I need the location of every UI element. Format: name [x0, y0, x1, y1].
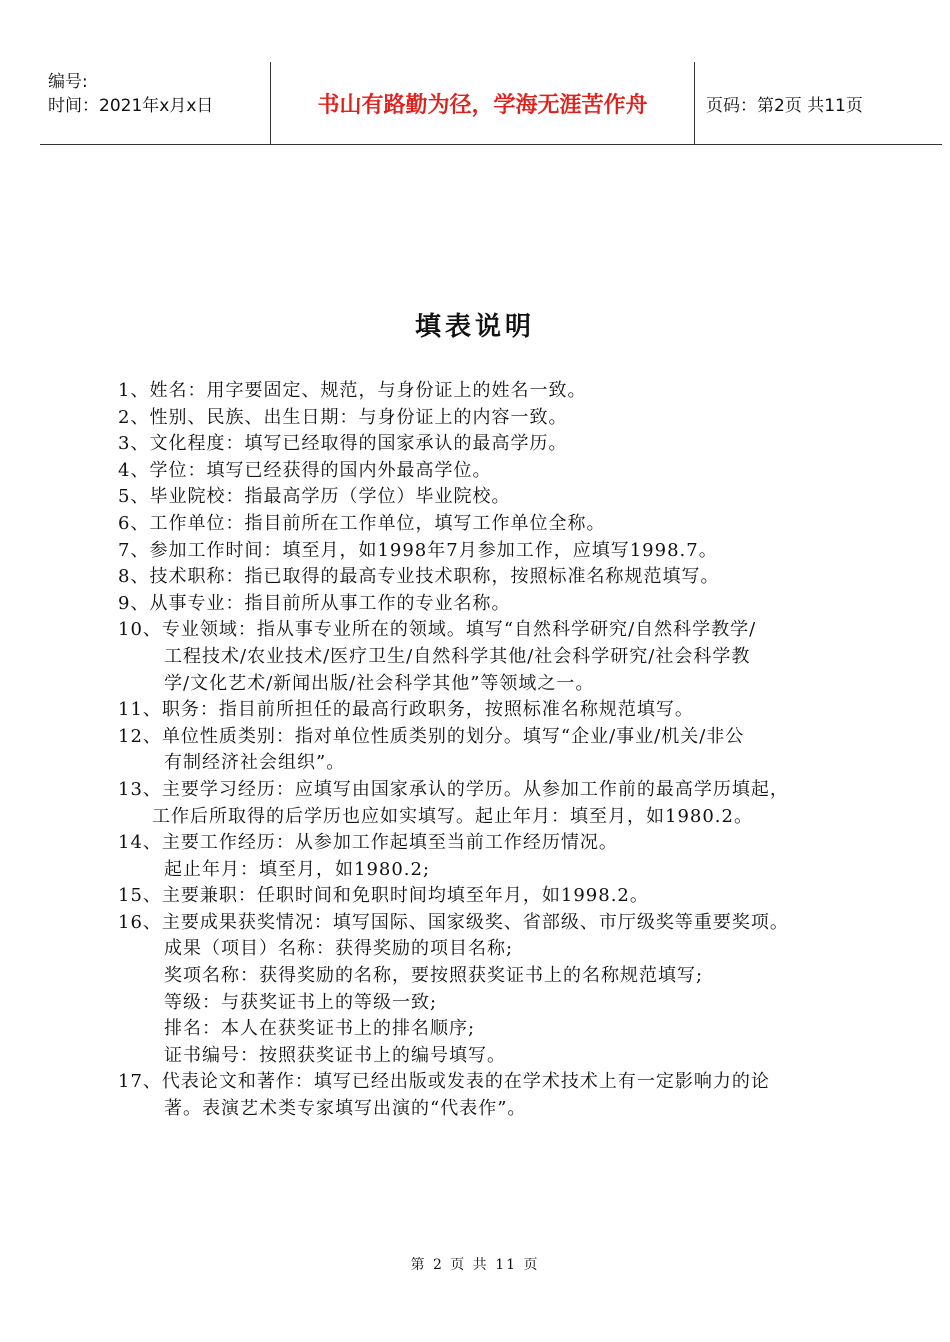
document-date: 时间：2021年x月x日 — [48, 96, 214, 116]
instruction-item-6: 6、工作单位：指目前所在工作单位，填写工作单位全称。 — [118, 512, 606, 534]
instruction-item-4: 4、学位：填写已经获得的国内外最高学位。 — [118, 459, 492, 481]
instruction-item-13-cont: 工作后所取得的后学历也应如实填写。起止年月：填至月，如1980.2。 — [152, 805, 753, 827]
instruction-item-1: 1、姓名：用字要固定、规范，与身份证上的姓名一致。 — [118, 380, 587, 401]
instruction-item-5: 5、毕业院校：指最高学历（学位）毕业院校。 — [118, 486, 511, 508]
header-page-info: 页码：第2页 共11页 — [706, 95, 863, 116]
instruction-item-16-sub: 排名：本人在获奖证书上的排名顺序; — [164, 1018, 476, 1040]
instruction-item-13: 13、主要学习经历：应填写由国家承认的学历。从参加工作前的最高学历填起， — [118, 778, 789, 800]
instruction-item-3: 3、文化程度：填写已经取得的国家承认的最高学历。 — [118, 433, 568, 455]
instruction-item-12: 12、单位性质类别：指对单位性质类别的划分。填写“企业/事业/机关/非公 — [118, 725, 745, 747]
instruction-item-17: 17、代表论文和著作：填写已经出版或发表的在学术技术上有一定影响力的论 — [118, 1071, 770, 1093]
instruction-item-16-sub: 证书编号：按照获奖证书上的编号填写。 — [164, 1044, 506, 1066]
header-meta — [48, 70, 270, 118]
instruction-item-10-cont: 学/文化艺术/新闻出版/社会科学其他”等领域之一。 — [164, 672, 595, 694]
instruction-item-7: 7、参加工作时间：填至月，如1998年7月参加工作，应填写1998.7。 — [118, 539, 718, 561]
page-header — [40, 62, 942, 145]
instruction-item-17-cont: 著。表演艺术类专家填写出演的“代表作”。 — [164, 1098, 527, 1120]
instruction-list — [118, 378, 918, 1123]
instruction-item-16: 16、主要成果获奖情况：填写国际、国家级奖、省部级、市厅级奖等重要奖项。 — [118, 911, 789, 933]
instruction-item-12-cont: 有制经济社会组织”。 — [164, 752, 346, 774]
instruction-item-11: 11、职务：指目前所担任的最高行政职务，按照标准名称规范填写。 — [118, 699, 694, 721]
instruction-item-9: 9、从事专业：指目前所从事工作的专业名称。 — [118, 592, 511, 614]
instruction-item-14: 14、主要工作经历：从参加工作起填至当前工作经历情况。 — [118, 832, 618, 854]
instruction-item-8: 8、技术职称：指已取得的最高专业技术职称，按照标准名称规范填写。 — [118, 566, 720, 588]
instruction-item-14-cont: 起止年月：填至月，如1980.2; — [164, 858, 431, 880]
instruction-item-2: 2、性别、民族、出生日期：与身份证上的内容一致。 — [118, 406, 568, 428]
instruction-item-16-sub: 等级：与获奖证书上的等级一致; — [164, 991, 438, 1013]
header-divider — [694, 62, 695, 144]
page-title: 填表说明 — [414, 312, 535, 342]
document-number-label: 编号: — [48, 72, 88, 92]
instruction-item-15: 15、主要兼职：任职时间和免职时间均填至年月，如1998.2。 — [118, 885, 649, 907]
instruction-item-16-sub: 成果（项目）名称：获得奖励的项目名称; — [164, 938, 514, 960]
header-motto: 书山有路勤为径，学海无涯苦作舟 — [317, 92, 648, 118]
page-footer: 第 2 页 共 11 页 — [410, 1257, 540, 1273]
instruction-item-16-sub: 奖项名称：获得奖励的名称，要按照获奖证书上的名称规范填写; — [164, 965, 704, 987]
instruction-item-10-cont: 工程技术/农业技术/医疗卫生/自然科学其他/社会科学研究/社会科学教 — [164, 645, 751, 667]
instruction-item-10: 10、专业领域：指从事专业所在的领域。填写“自然科学研究/自然科学教学/ — [118, 619, 757, 641]
